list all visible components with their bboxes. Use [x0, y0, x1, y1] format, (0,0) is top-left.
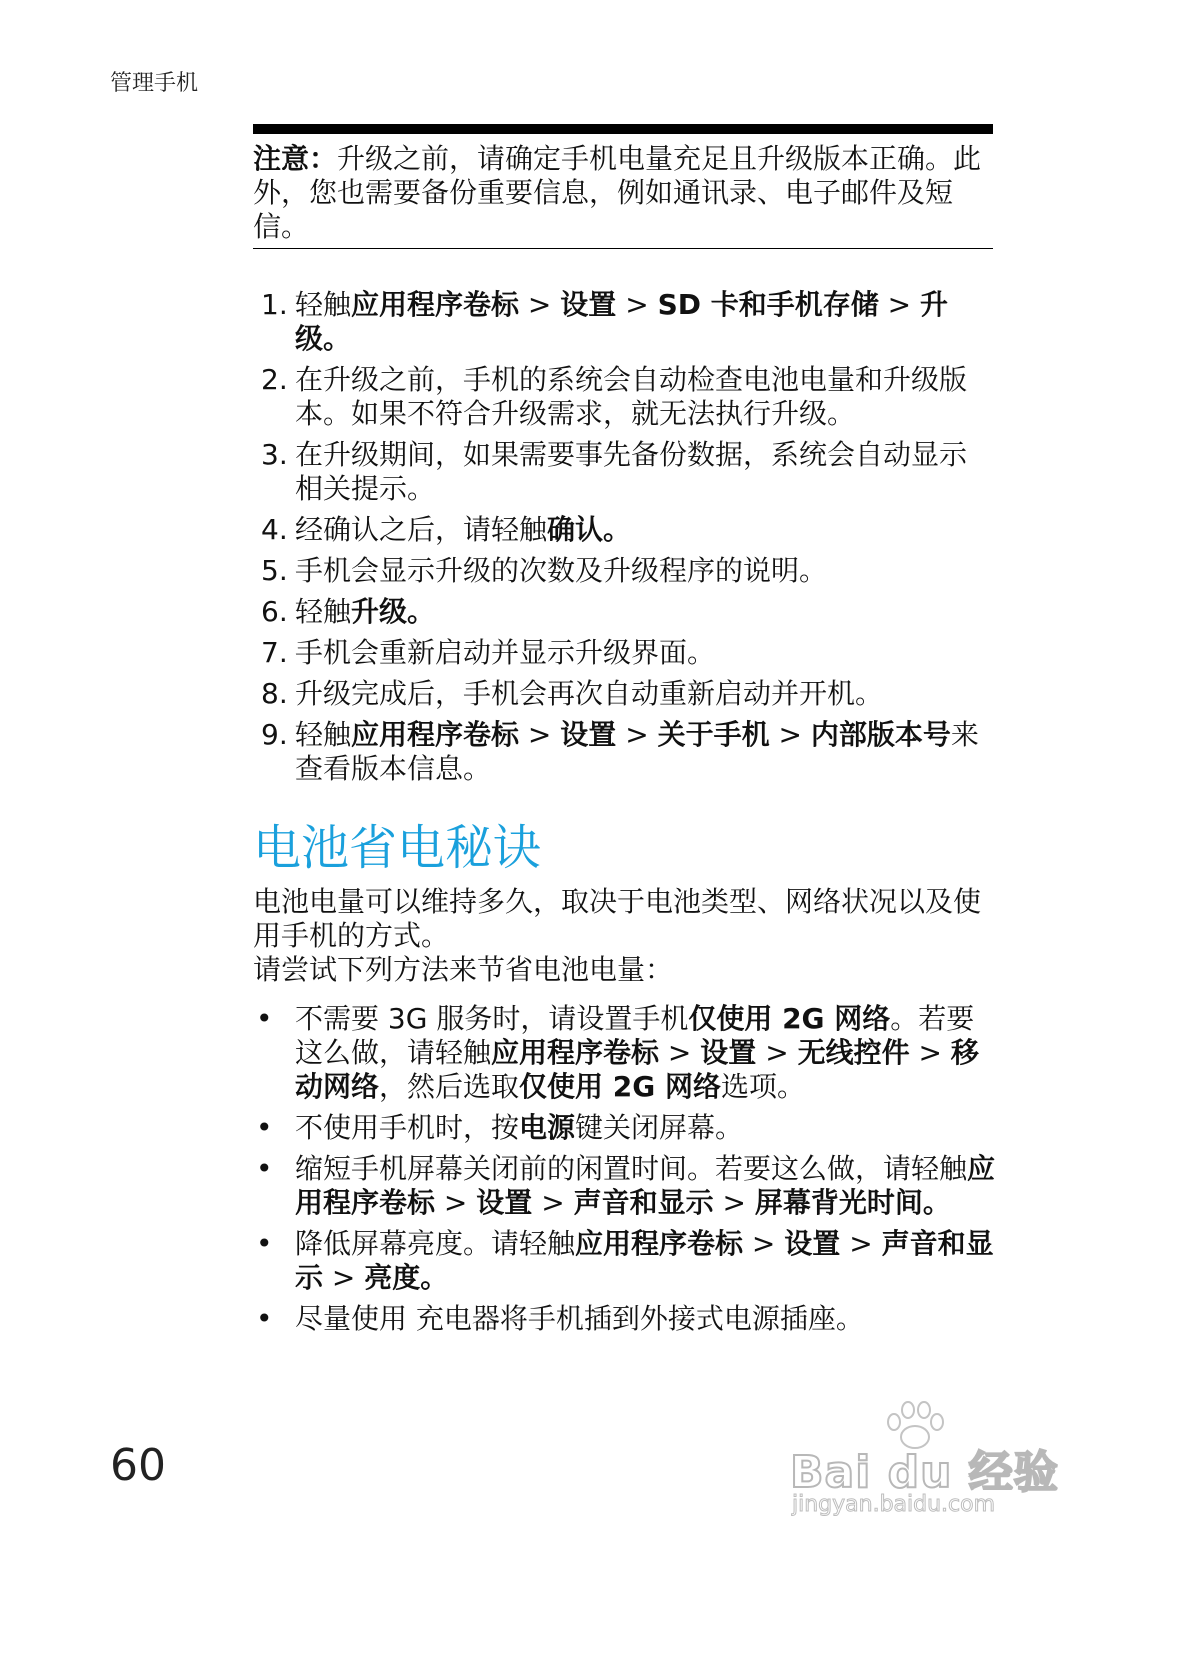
bullet-icon: •: [256, 1111, 273, 1144]
text-run: 手机会重新启动并显示升级界面。: [295, 636, 716, 669]
step-item: [253, 513, 993, 547]
bold-term: 设置: [476, 1186, 533, 1219]
text-run: >: [713, 1186, 755, 1219]
text-run: 轻触: [295, 595, 352, 628]
bold-term: 设置: [784, 1227, 841, 1260]
text-run: 尽量使用 充电器将手机插到外接式电源插座。: [295, 1302, 864, 1335]
text-run: >: [323, 1261, 365, 1294]
bold-term: 应用程序卷标: [575, 1227, 744, 1260]
section-intro: [253, 885, 993, 987]
bold-term: 确认。: [547, 513, 632, 546]
bullet-icon: •: [256, 1152, 273, 1185]
text-run: >: [659, 1036, 701, 1069]
step-text: [295, 677, 883, 710]
step-number: 1.: [261, 288, 288, 321]
note-text: 升级之前，请确定手机电量充足且升级版本正确。此外，您也需要备份重要信息，例如通讯录、电子邮件及短信。: [253, 142, 982, 243]
step-number: 5.: [261, 554, 288, 587]
battery-tips-list: [253, 1002, 998, 1343]
bold-term: 声音和显示: [573, 1186, 714, 1219]
text-run: 在升级之前，手机的系统会自动检查电池电量和升级版本。如果不符合升级需求，就无法执行升级。: [295, 363, 968, 430]
step-item: [253, 718, 993, 786]
step-item: [253, 636, 993, 670]
text-run: 选项。: [721, 1070, 806, 1103]
bold-term: 应用程序卷标: [351, 718, 520, 751]
text-run: >: [519, 288, 561, 321]
bold-term: 升级。: [351, 595, 436, 628]
note-label: 注意：: [253, 142, 338, 175]
text-run: 来查看版本信息。: [295, 718, 979, 785]
bold-term: 应用程序卷标: [351, 288, 520, 321]
bold-term: 声音和显示: [295, 1227, 994, 1294]
step-text: [295, 636, 715, 669]
text-run: 降低屏幕亮度。请轻触: [295, 1227, 576, 1260]
text-run: >: [756, 1036, 798, 1069]
text-run: 手机会显示升级的次数及升级程序的说明。: [295, 554, 828, 587]
text-run: 不使用手机时，按: [295, 1111, 520, 1144]
tip-text: [295, 1152, 995, 1219]
text-run: 不需要 3G 服务时，请设置手机: [295, 1002, 689, 1035]
running-header: 管理手机: [110, 71, 199, 96]
step-item: [253, 363, 993, 431]
text-run: >: [769, 718, 811, 751]
step-text: [295, 363, 967, 430]
tip-item: [253, 1302, 998, 1336]
bold-term: 内部版本号: [810, 718, 951, 751]
step-item: [253, 595, 993, 629]
intro-paragraph: 请尝试下列方法来节省电池电量：: [253, 953, 674, 986]
step-number: 4.: [261, 513, 288, 546]
watermark-brand: Bai du 经验: [790, 1447, 1059, 1498]
text-run: 在升级期间，如果需要事先备份数据，系统会自动显示相关提示。: [295, 438, 968, 505]
step-number: 3.: [261, 438, 288, 471]
bold-term: 仅使用 2G 网络: [519, 1070, 721, 1103]
bold-term: 关于手机: [657, 718, 770, 751]
text-run: >: [840, 1227, 882, 1260]
tip-text: [295, 1111, 743, 1144]
text-run: 键关闭屏幕。: [575, 1111, 744, 1144]
bold-term: 设置: [560, 718, 617, 751]
text-run: >: [435, 1186, 477, 1219]
tip-item: [253, 1227, 998, 1295]
note-box: [253, 124, 993, 249]
bold-term: 应用程序卷标: [295, 1152, 996, 1219]
step-text: [295, 718, 979, 785]
bold-term: 设置: [700, 1036, 757, 1069]
step-number: 8.: [261, 677, 288, 710]
section-title: 电池省电秘诀: [253, 820, 542, 876]
text-run: >: [519, 718, 561, 751]
step-text: [295, 554, 827, 587]
text-run: 缩短手机屏幕关闭前的闲置时间。若要这么做，请轻触: [295, 1152, 968, 1185]
text-run: 轻触: [295, 288, 352, 321]
bold-term: 屏幕背光时间。: [754, 1186, 951, 1219]
page-number: 60: [110, 1440, 166, 1491]
text-run: 升级完成后，手机会再次自动重新启动并开机。: [295, 677, 884, 710]
bold-term: 升级。: [295, 288, 949, 355]
step-number: 6.: [261, 595, 288, 628]
text-run: >: [616, 288, 658, 321]
step-item: [253, 438, 993, 506]
bold-term: 应用程序卷标: [491, 1036, 660, 1069]
bold-term: 无线控件: [797, 1036, 910, 1069]
text-run: >: [743, 1227, 785, 1260]
text-run: ，然后选取: [379, 1070, 520, 1103]
step-text: [295, 595, 435, 628]
baidu-watermark: [780, 1400, 1060, 1530]
bold-term: 设置: [560, 288, 617, 321]
text-run: >: [532, 1186, 574, 1219]
tip-item: [253, 1002, 998, 1104]
tip-text: [295, 1227, 994, 1294]
text-run: 轻触: [295, 718, 352, 751]
upgrade-steps-list: [253, 288, 993, 793]
bold-term: SD 卡和手机存储: [657, 288, 879, 321]
step-item: [253, 677, 993, 711]
bullet-icon: •: [256, 1002, 273, 1035]
intro-paragraph: 电池电量可以维持多久，取决于电池类型、网络状况以及使用手机的方式。: [253, 885, 982, 952]
text-run: >: [909, 1036, 951, 1069]
step-number: 7.: [261, 636, 288, 669]
tip-item: [253, 1152, 998, 1220]
step-number: 9.: [261, 718, 288, 751]
step-item: [253, 554, 993, 588]
bold-term: 电源: [519, 1111, 576, 1144]
bold-term: 亮度。: [364, 1261, 449, 1294]
step-item: [253, 288, 993, 356]
bullet-icon: •: [256, 1227, 273, 1260]
text-run: 经确认之后，请轻触: [295, 513, 548, 546]
bold-term: 仅使用 2G 网络: [688, 1002, 891, 1035]
step-text: [295, 513, 631, 546]
tip-text: [295, 1002, 979, 1103]
step-number: 2.: [261, 363, 288, 396]
text-run: >: [616, 718, 658, 751]
bullet-icon: •: [256, 1302, 273, 1335]
text-run: >: [878, 288, 921, 321]
text-run: 。若要这么做，请轻触: [295, 1002, 975, 1069]
step-text: [295, 288, 948, 355]
bold-term: 移动网络: [295, 1036, 979, 1103]
tip-text: [295, 1302, 864, 1335]
tip-item: [253, 1111, 998, 1145]
step-text: [295, 438, 967, 505]
watermark-url: jingyan.baidu.com: [792, 1492, 996, 1517]
